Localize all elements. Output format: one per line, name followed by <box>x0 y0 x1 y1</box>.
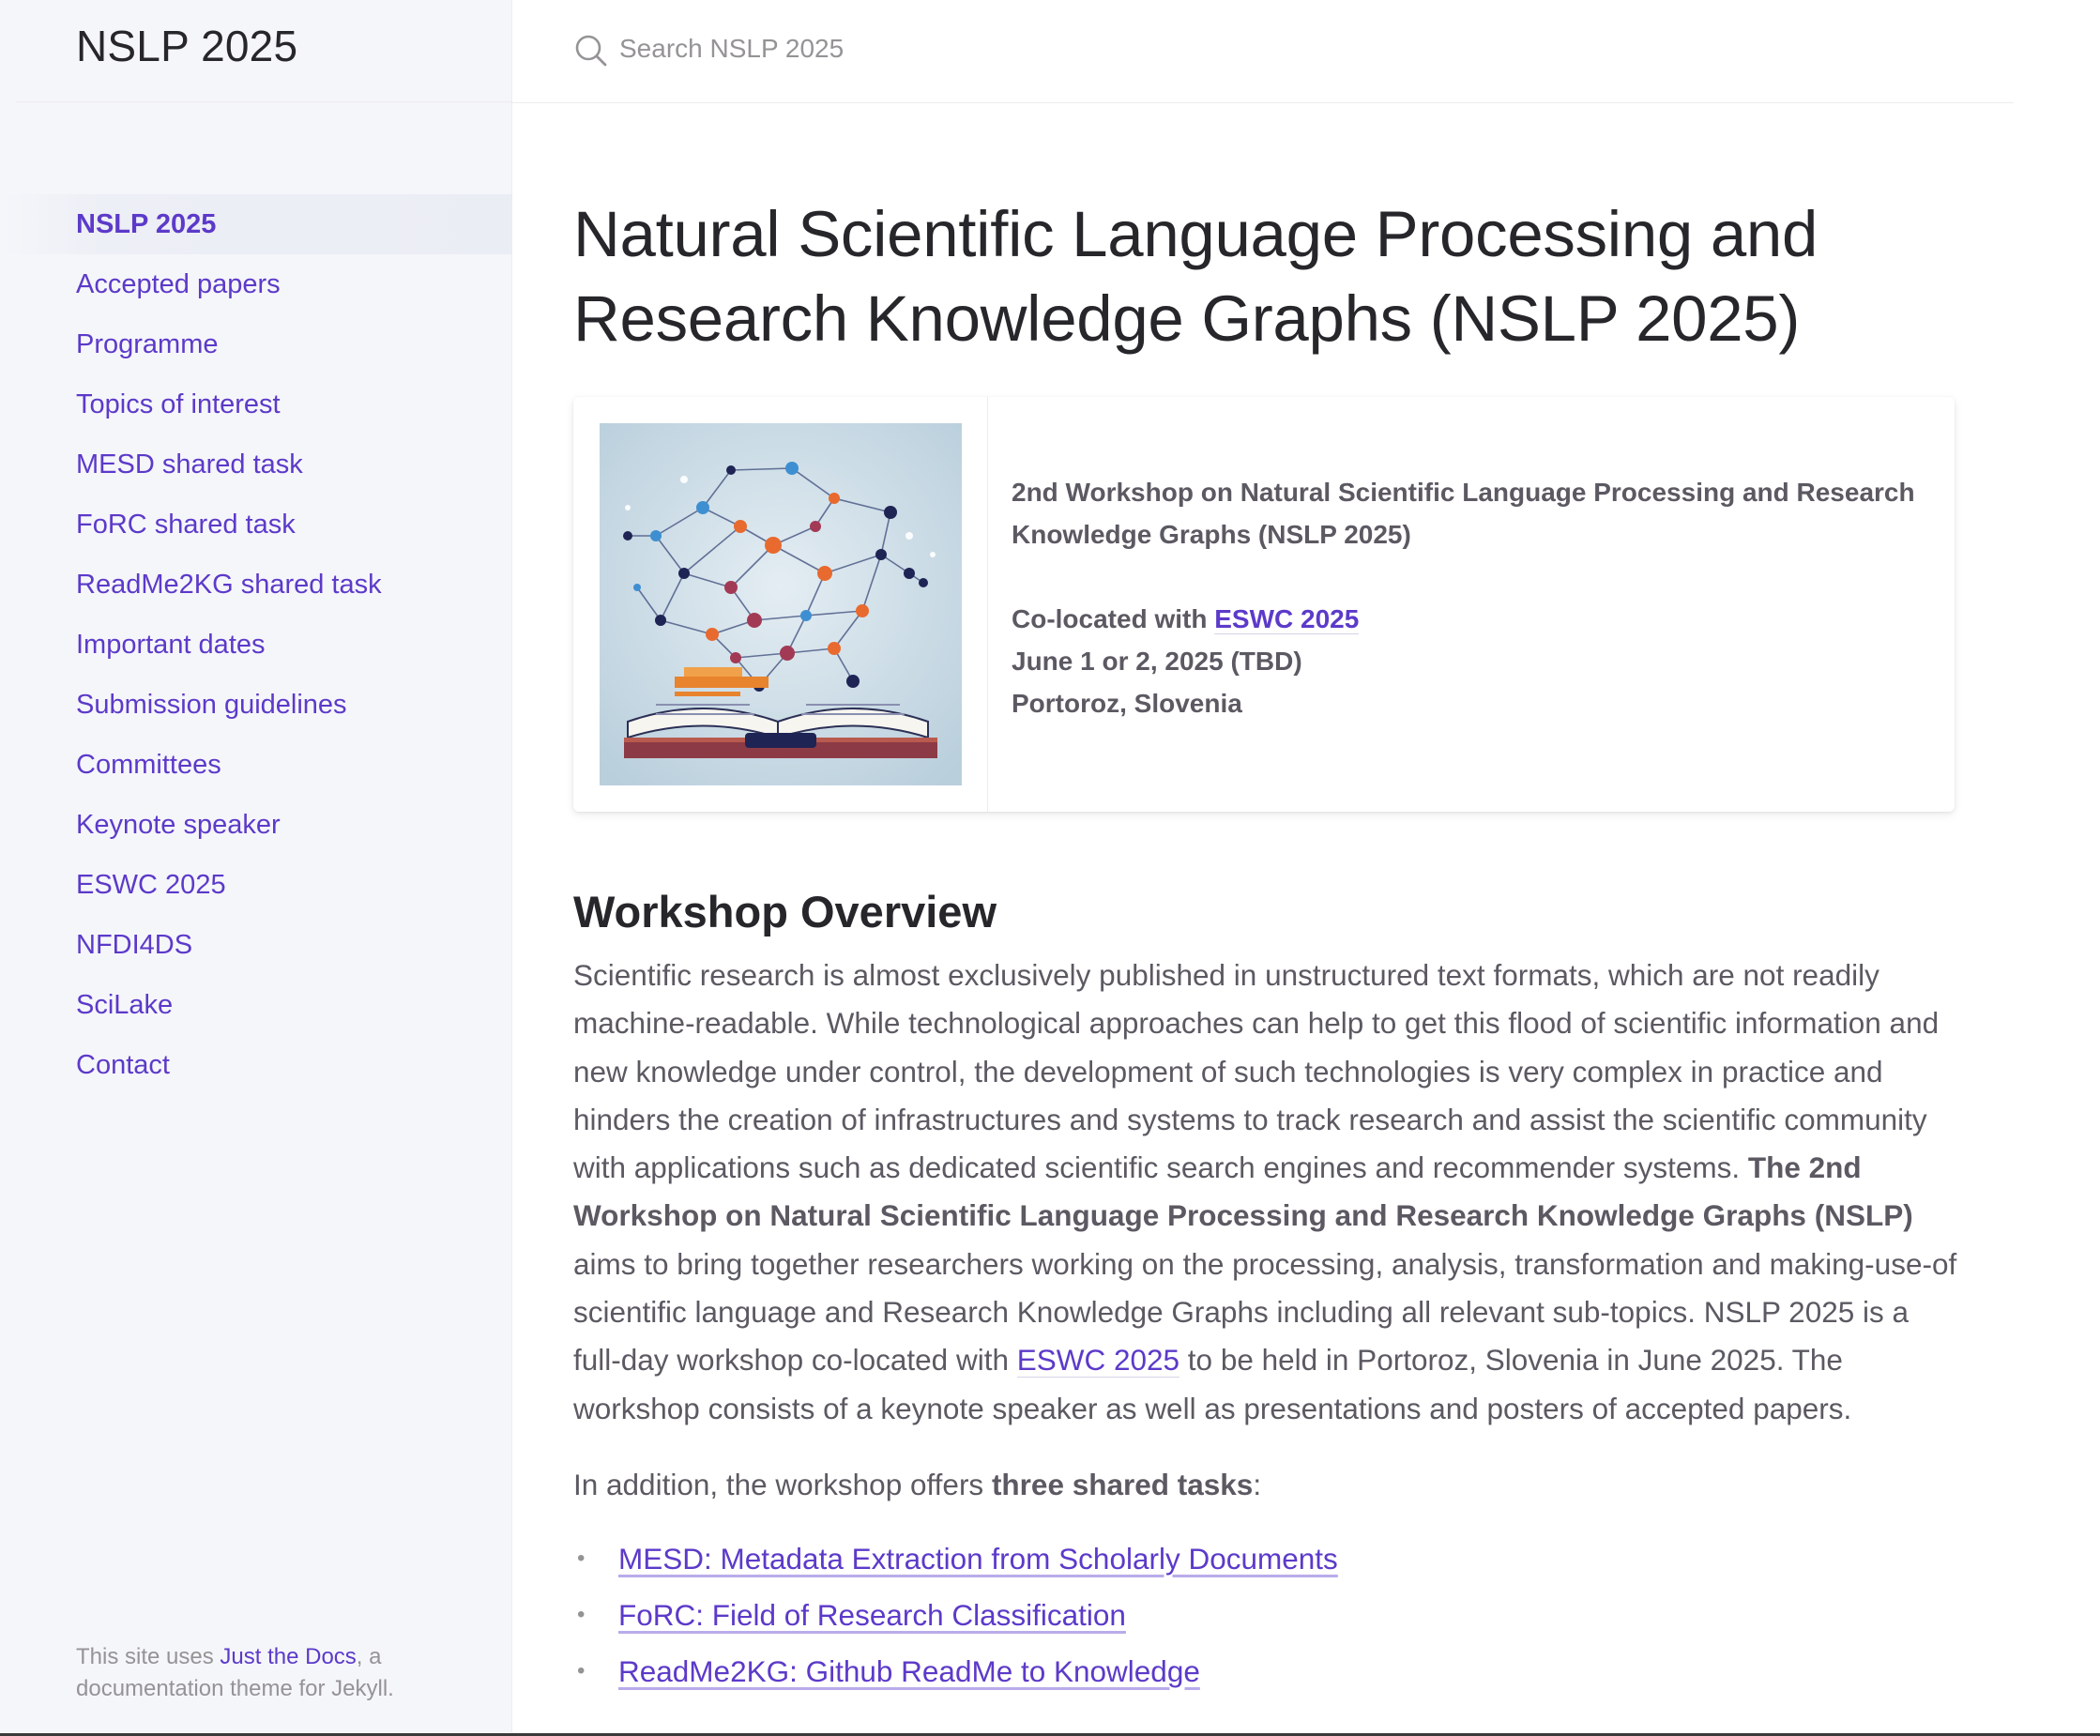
colocated-prefix: Co-located with <box>1012 604 1215 633</box>
sidebar-nav <box>0 194 511 1095</box>
sidebar-item-scilake[interactable]: SciLake <box>76 990 174 1020</box>
workshop-overview-heading: Workshop Overview <box>573 887 997 937</box>
workshop-date: June 1 or 2, 2025 (TBD) <box>1012 647 1302 676</box>
sidebar-item-important-dates[interactable]: Important dates <box>76 630 266 660</box>
info-text-cell <box>988 397 1955 812</box>
sidebar-item-keynote-speaker[interactable]: Keynote speaker <box>76 810 281 840</box>
sidebar-item-topics-of-interest[interactable]: Topics of interest <box>76 389 281 419</box>
overview-text-3: to be held in Portoroz, Slovenia in June 2025. The workshop consists of a keynote speaker as well as presentations and posters of accepted papers. <box>573 1343 1852 1425</box>
sidebar-item-programme[interactable]: Programme <box>76 329 219 359</box>
sidebar-footer <box>76 1641 470 1705</box>
list-item <box>573 1587 1957 1643</box>
knowledge-graph-book-illustration <box>600 423 962 785</box>
overview-paragraph <box>573 952 1957 1433</box>
task-link-readme2kg[interactable]: ReadMe2KG: Github ReadMe to Knowledge <box>618 1653 1200 1688</box>
info-image-cell <box>573 397 988 812</box>
sidebar-item-accepted-papers[interactable]: Accepted papers <box>76 269 281 299</box>
overview-text-1: Scientific research is almost exclusively published in unstructured text formats, which are not readily machine-readable. While technological approaches can help to get this flood of scientific information and new knowledge under control, the development of such technologies is very complex in practice and hinders the creation of infrastructures and systems to track research and assist the scientific community with applications such as dedicated scientific search engines and recommender systems. <box>573 958 1940 1185</box>
site-title-link[interactable]: NSLP 2025 <box>76 22 298 70</box>
search-input[interactable] <box>617 24 1560 73</box>
task-link-mesd[interactable]: MESD: Metadata Extraction from Scholarly Documents <box>618 1541 1338 1576</box>
task-link-forc[interactable]: FoRC: Field of Research Classification <box>618 1597 1126 1632</box>
search-icon <box>574 34 608 68</box>
eswc-2025-inline-link[interactable]: ESWC 2025 <box>1016 1343 1180 1378</box>
shared-tasks-list <box>573 1530 1957 1699</box>
shared-tasks-intro <box>573 1461 1957 1509</box>
workshop-full-title: 2nd Workshop on Natural Scientific Language Processing and Research Knowledge Graphs (NSLP 2025) <box>1012 478 1915 549</box>
overview-text-2: aims to bring together researchers working on the processing, analysis, transformation and making-use-of scientific language and Research Knowledge Graphs including all relevant sub-topics. NSLP 2025 is a full-day workshop co-located with <box>573 1246 1957 1378</box>
sidebar-item-committees[interactable]: Committees <box>76 750 221 780</box>
eswc-2025-info-link[interactable]: ESWC 2025 <box>1214 604 1360 633</box>
sidebar-item-submission-guidelines[interactable]: Submission guidelines <box>76 690 347 720</box>
list-item <box>573 1530 1957 1587</box>
workshop-location: Portoroz, Slovenia <box>1012 689 1242 718</box>
just-the-docs-link[interactable]: Just the Docs <box>220 1644 357 1669</box>
page-title: Natural Scientific Language Processing and Research Knowledge Graphs (NSLP 2025) <box>573 198 1818 355</box>
shared-tasks-intro-text: In addition, the workshop offers <box>573 1467 992 1501</box>
main-content <box>573 192 1957 1699</box>
shared-tasks-bold: three shared tasks <box>991 1467 1254 1501</box>
sidebar <box>0 0 512 1736</box>
shared-tasks-colon: : <box>1253 1467 1262 1501</box>
sidebar-item-forc-shared-task[interactable]: FoRC shared task <box>76 510 296 540</box>
footer-prefix: This site uses <box>76 1644 221 1669</box>
sidebar-item-contact[interactable]: Contact <box>76 1050 170 1080</box>
info-table <box>573 397 1955 812</box>
sidebar-item-nfdi4ds[interactable]: NFDI4DS <box>76 930 193 960</box>
main-header <box>512 0 2014 103</box>
footer-suffix: , a documentation theme for Jekyll. <box>76 1644 394 1701</box>
sidebar-item-mesd-shared-task[interactable]: MESD shared task <box>76 449 303 480</box>
list-item <box>573 1643 1957 1699</box>
sidebar-item-readme2kg-shared-task[interactable]: ReadMe2KG shared task <box>76 570 382 600</box>
sidebar-item-eswc-2025[interactable]: ESWC 2025 <box>76 870 226 900</box>
sidebar-item-nslp-2025[interactable]: NSLP 2025 <box>0 194 511 254</box>
colocated-line <box>1012 598 1955 640</box>
overview-bold-title: The 2nd Workshop on Natural Scientific Language Processing and Research Knowledge Graphs (NSLP) <box>573 1150 1913 1233</box>
site-header <box>16 0 512 102</box>
